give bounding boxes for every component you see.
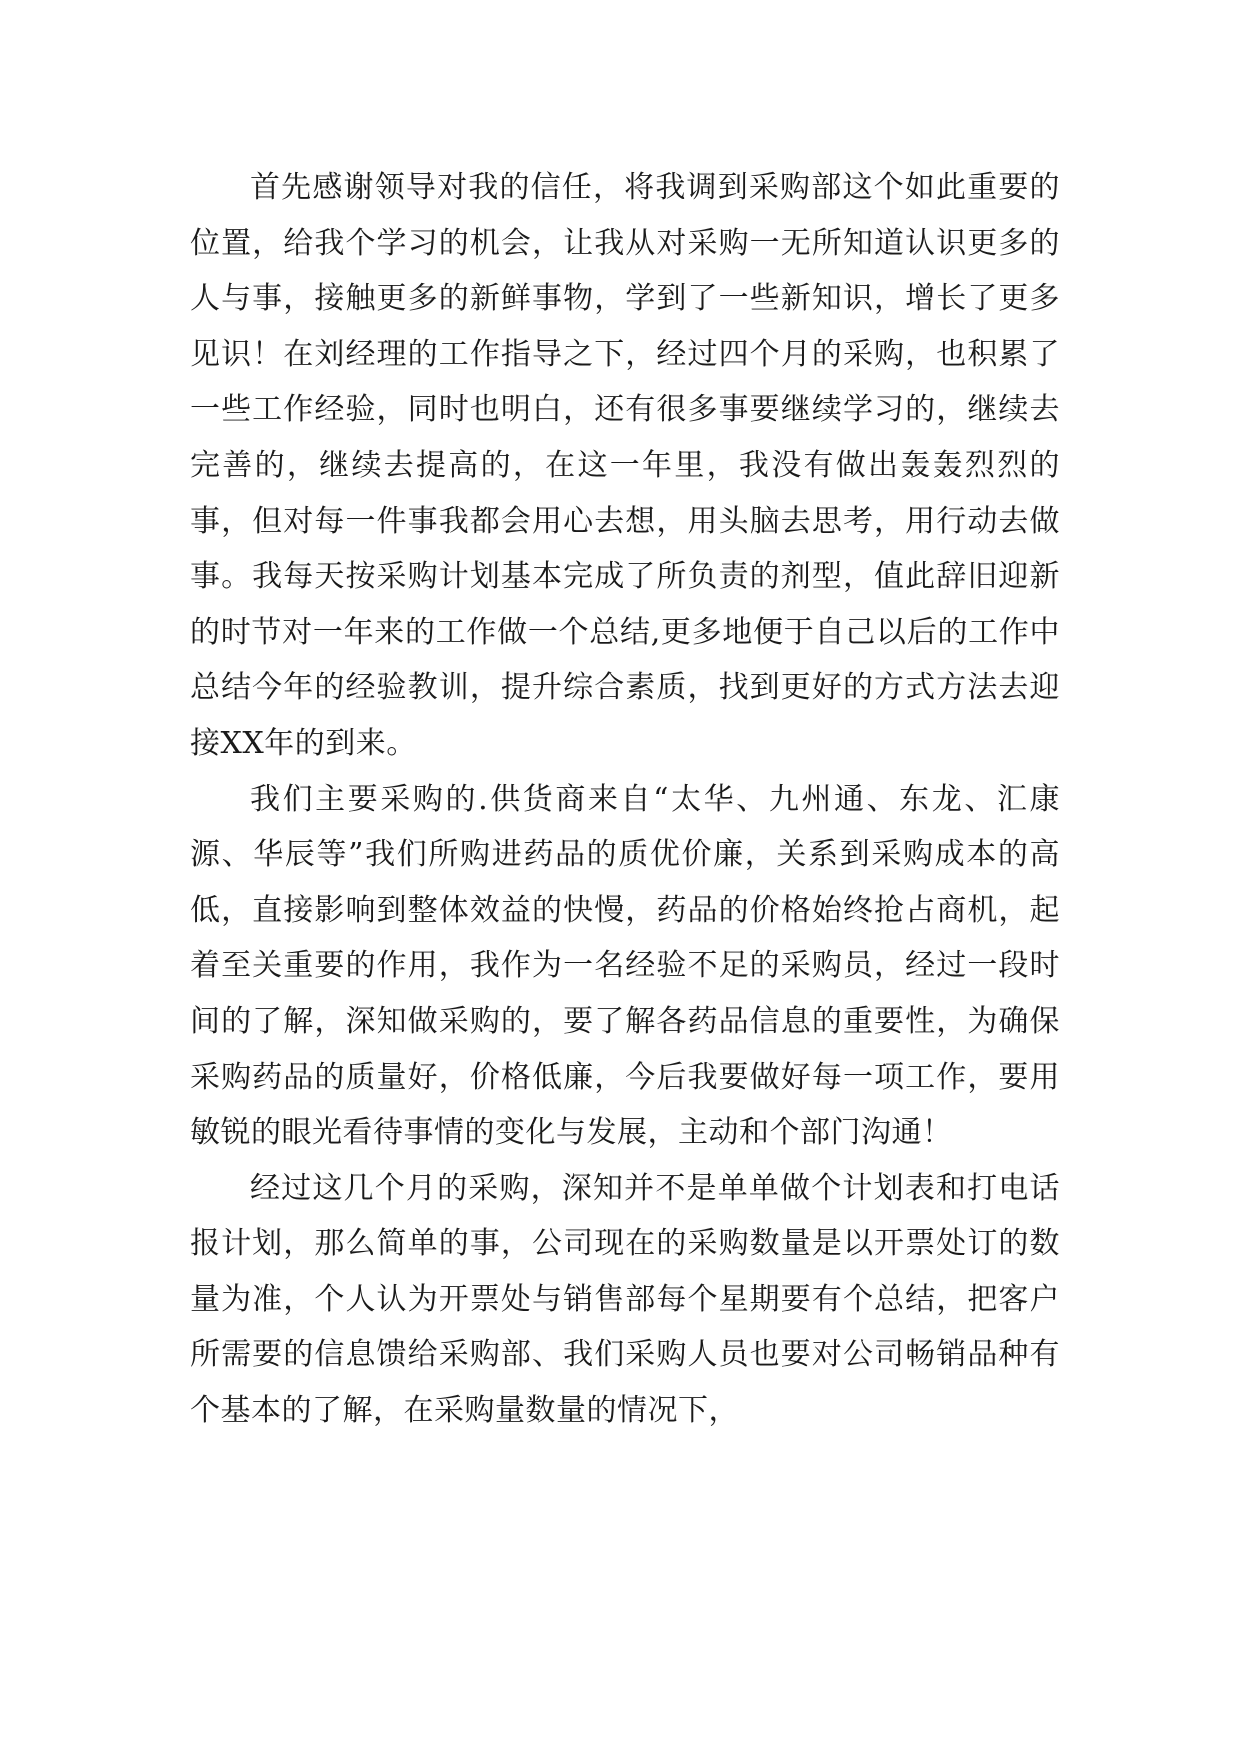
paragraph-3: 经过这几个月的采购，深知并不是单单做个计划表和打电话报计划，那么简单的事，公司现在的采购数量是以开票处订的数量为准，个人认为开票处与销售部每个星期要有个总结，把客户所需要的信息馈给采购部、我们采购人员也要对公司畅销品种有个基本的了解，在采购量数量的情况下， — [190, 1170, 1060, 1429]
paragraph-2: 我们主要采购的.供货商来自“太华、九州通、东龙、汇康源、华辰等”我们所购进药品的质优价廉，关系到采购成本的高低，直接影响到整体效益的快慢，药品的价格始终抢占商机，起着至关重要的作用，我作为一名经验不足的采购员，经过一段时间的了解，深知做采购的，要了解各药品信息的重要性，为确保采购药品的质量好，价格低廉，今后我要做好每一项工作，要用敏锐的眼光看待事情的变化与发展，主动和个部门沟通！ — [190, 781, 1060, 1151]
paragraph-1: 首先感谢领导对我的信任，将我调到采购部这个如此重要的位置，给我个学习的机会，让我从对采购一无所知道认识更多的人与事，接触更多的新鲜事物，学到了一些新知识，增长了更多见识！在刘经理的工作指导之下，经过四个月的采购，也积累了一些工作经验，同时也明白，还有很多事要继续学习的，继续去完善的，继续去提高的，在这一年里，我没有做出轰轰烈烈的事，但对每一件事我都会用心去想，用头脑去思考，用行动去做事。我每天按采购计划基本完成了所负责的剂型，值此辞旧迎新的时节对一年来的工作做一个总结,更多地便于自己以后的工作中总结今年的经验教训，提升综合素质，找到更好的方式方法去迎接XX年的到来。 — [190, 170, 1060, 761]
document-body — [190, 160, 1060, 1439]
